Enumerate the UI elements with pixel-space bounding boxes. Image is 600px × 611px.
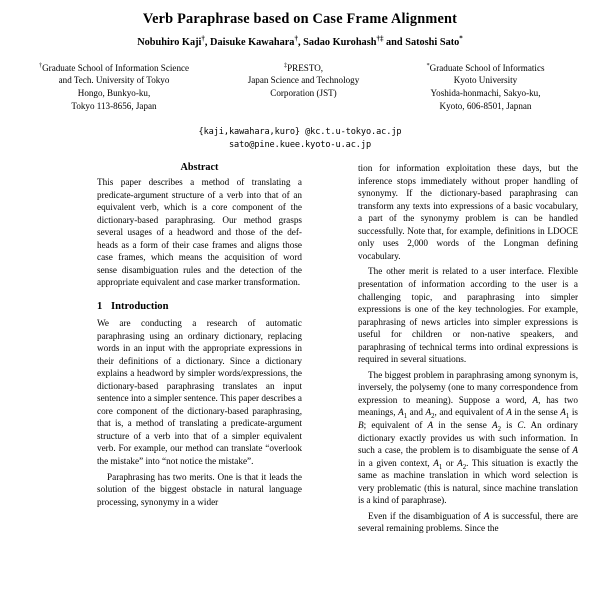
affiliation-3-marker: * <box>426 61 430 69</box>
affiliation-3-line-4: Kyoto, 606-8501, Japnan <box>439 101 532 112</box>
affiliation-2-line-1 <box>219 62 389 75</box>
affiliation-1-marker: † <box>38 61 43 69</box>
section-heading-introduction <box>97 301 302 312</box>
paragraph: The biggest problem in paraphrasing among synonym is, inversely, the polysemy (one to many correspondence from expression to meaning). Suppose a word, A, has two meanings, $A_1$ and $A_2$, and equivalent of A in the sense $A_1$ is B; equivalent of A in the sense $A_2$ is C. An ordinary dictionary exactly provides us with such information. In such a case, the problem is to disambiguate the sense of A in a given context, $A_1$ or $A_2$. This situation is exactly the same as machine translation in which word selection is very problematic (this is natural, since machine translation is a kind of paraphrase). <box>358 369 579 506</box>
affiliation-2-line-3: Corporation (JST) <box>270 88 337 99</box>
left-column <box>97 162 302 535</box>
affiliation-1-line-4: Tokyo 113-8656, Japan <box>71 101 157 112</box>
author-list <box>0 34 600 49</box>
affiliation-3-text-1: Graduate School of Informatics <box>429 62 545 73</box>
author-affiliation-marker-3: †‡ <box>376 34 384 43</box>
affiliation-1-line-3: Hongo, Bunkyo-ku, <box>77 88 151 99</box>
section-number: 1 <box>97 300 103 312</box>
body-columns <box>0 162 600 535</box>
email-line-1: {kaji,kawahara,kuro} @kc.t.u-tokyo.ac.jp <box>198 127 402 138</box>
paragraph: The other merit is related to a user interface. Flexible presentation of information according to the user is a challenging topic, and paraphrasing into simpler expressions is one of the key technologies. For example, paraphrasing of news articles into simpler expressions is useful for children or non-native speakers, and paraphrasing of technical terms into ordinal expressions is required in several situations. <box>358 266 578 365</box>
affiliation-3-line-2: Kyoto University <box>453 75 518 86</box>
email-block <box>0 126 600 151</box>
affiliation-1-line-2: and Tech. University of Tokyo <box>58 75 170 86</box>
abstract-text: This paper describes a method of translating a predicate-argument structure of a verb into that of an equivalent verb, which is a core component of the dictionary-based paraphrasing. Our method grasps several usages of a headword and those of the def-heads as a form of their case frames and aligns those case frames, which means the acquisition of word sense disambiguation rules and the detection of the appropriate equivalent and case marker transformation. <box>97 177 302 288</box>
affiliation-1 <box>14 62 214 114</box>
affiliation-2-marker: ‡ <box>283 61 288 69</box>
right-column <box>358 162 578 535</box>
paragraph: Even if the disambiguation of A is successful, there are several remaining problems. Since the <box>358 510 578 534</box>
affiliation-2-line-2: Japan Science and Technology <box>247 75 360 86</box>
author-separator-3: and <box>383 37 406 49</box>
author-affiliation-marker-4: * <box>459 34 463 43</box>
affiliation-3-line-3: Yoshida-honmachi, Sakyo-ku, <box>430 88 541 99</box>
affiliation-3-line-1 <box>393 62 578 75</box>
affiliation-2-text-1: PRESTO, <box>287 62 324 73</box>
affiliation-block <box>14 62 578 114</box>
paragraph: Paraphrasing has two merits. One is that it leads the solution of the biggest obstacle in natural language processing, synonymy in a wider <box>97 471 302 507</box>
paragraph: tion for information exploitation these days, but the inference stops immediately without proper handling of synonymy. If the dictionary-based paraphrasing can transform any texts into expressions of a basic vocabulary, a part of the synonymy problem is can be handled successfully. Note that, for example, definitions in LDOCE only uses 2,000 words of the Longman defining vocabulary. <box>358 163 578 261</box>
author-name-1: Nobuhiro Kaji <box>137 37 202 49</box>
author-affiliation-marker-1: † <box>201 34 205 43</box>
affiliation-3 <box>393 62 578 114</box>
author-name-4: Satoshi Sato <box>405 37 460 49</box>
section-title: Introduction <box>111 300 169 312</box>
abstract-heading: Abstract <box>180 162 219 174</box>
paper-page <box>0 11 600 611</box>
author-separator-2: , <box>297 37 304 49</box>
affiliation-2 <box>219 62 389 101</box>
email-line-2: sato@pine.kuee.kyoto-u.ac.jp <box>228 139 372 150</box>
author-name-2: Daisuke Kawahara <box>210 37 295 49</box>
affiliation-1-text-1: Graduate School of Information Science <box>42 62 190 73</box>
author-name-3: Sadao Kurohash <box>303 37 377 49</box>
paragraph: We are conducting a research of automatic paraphrasing using an ordinary dictionary, replacing words in an input with the appropriate expressions in their definitions of a dictionary. Since a dictionary explains a headword by simpler words/expressions, the dictionary-based paraphrasing translates an input sentence into a simpler sentence. This paper describes a core component of the dictionary-based paraphrasing, that is, a method of translating a predicate-argument structure of a verb into that of a simpler equivalent verb. For example, our method can translate “overlook the mistake” into “not notice the mistake”. <box>97 317 302 466</box>
page-title: Verb Paraphrase based on Case Frame Alignment <box>142 11 458 27</box>
author-affiliation-marker-2: † <box>294 34 298 43</box>
author-separator-1: , <box>204 37 211 49</box>
affiliation-1-line-1 <box>14 62 214 75</box>
